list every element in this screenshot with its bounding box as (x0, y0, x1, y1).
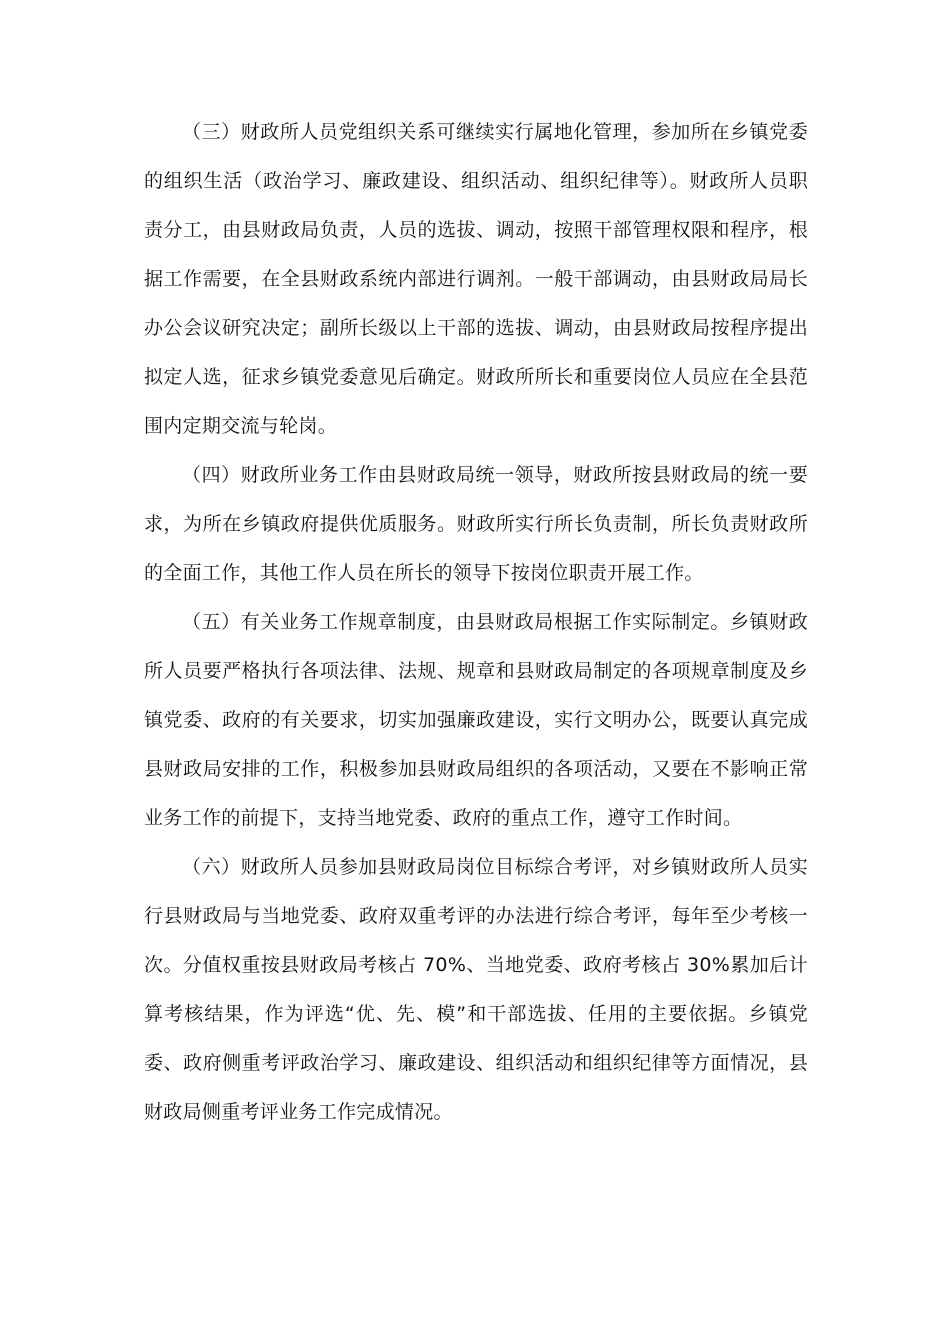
document-body (144, 108, 808, 1137)
paragraph-section-4: （四）财政所业务工作由县财政局统一领导，财政所按县财政局的统一要求，为所在乡镇政府提供优质服务。财政所实行所长负责制，所长负责财政所的全面工作，其他工作人员在所长的领导下按岗位职责开展工作。 (144, 464, 808, 584)
paragraph-section-3: （三）财政所人员党组织关系可继续实行属地化管理，参加所在乡镇党委的组织生活（政治学习、廉政建设、组织活动、组织纪律等）。财政所人员职责分工，由县财政局负责，人员的选拔、调动，按照干部管理权限和程序，根据工作需要，在全县财政系统内部进行调剂。一般干部调动，由县财政局局长办公会议研究决定；副所长级以上干部的选拔、调动，由县财政局按程序提出拟定人选，征求乡镇党委意见后确定。财政所所长和重要岗位人员应在全县范围内定期交流与轮岗。 (144, 121, 808, 437)
paragraph-section-5: （五）有关业务工作规章制度，由县财政局根据工作实际制定。乡镇财政所人员要严格执行各项法律、法规、规章和县财政局制定的各项规章制度及乡镇党委、政府的有关要求，切实加强廉政建设，实行文明办公，既要认真完成县财政局安排的工作，积极参加县财政局组织的各项活动，又要在不影响正常业务工作的前提下，支持当地党委、政府的重点工作，遵守工作时间。 (144, 611, 808, 829)
paragraph-section-6: （六）财政所人员参加县财政局岗位目标综合考评，对乡镇财政所人员实行县财政局与当地党委、政府双重考评的办法进行综合考评，每年至少考核一次。分值权重按县财政局考核占 70%、当地党委、政府考核占 30%累加后计算考核结果，作为评选“优、先、模”和干部选拔、任用的主要依据。乡镇党委、政府侧重考评政治学习、廉政建设、组织活动和组织纪律等方面情况，县财政局侧重考评业务工作完成情况。 (144, 856, 808, 1123)
